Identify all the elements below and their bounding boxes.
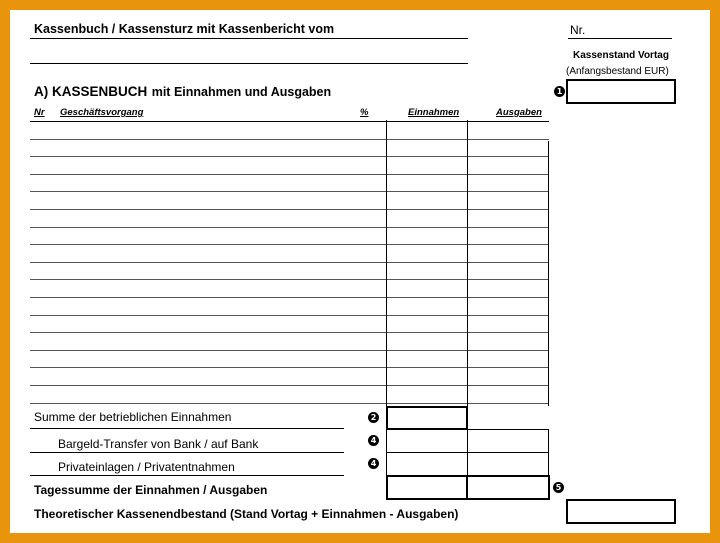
- table-row-line: [30, 332, 549, 333]
- privat-underline: [30, 475, 344, 476]
- table-row-line: [30, 139, 549, 140]
- table-row-line: [30, 315, 549, 316]
- summe-einnahmen-box[interactable]: [386, 406, 468, 430]
- theoretisch-label: Theoretischer Kassenendbestand (Stand Vortag + Einnahmen - Ausgaben): [34, 507, 459, 521]
- form-page: [10, 10, 710, 533]
- section-a-rest: mit Einnahmen und Ausgaben: [151, 85, 332, 99]
- nr-label: Nr.: [570, 23, 586, 37]
- privat-ausgaben-box[interactable]: [467, 452, 549, 476]
- divider-ausgaben: [548, 141, 549, 406]
- table-row-line: [30, 403, 549, 404]
- badge-1: 1: [554, 86, 565, 97]
- form-title: Kassenbuch / Kassensturz mit Kassenbericht vom: [34, 22, 335, 36]
- col-vorgang: Geschäftsvorgang: [60, 107, 144, 118]
- bargeld-label: Bargeld-Transfer von Bank / auf Bank: [58, 437, 259, 451]
- tagessumme-label: Tagessumme der Einnahmen / Ausgaben: [34, 483, 268, 497]
- table-row-line: [30, 385, 549, 386]
- table-row-line: [30, 244, 549, 245]
- title-underline: [30, 38, 468, 39]
- vortag-box[interactable]: [566, 79, 676, 104]
- table-row-line: [30, 209, 549, 210]
- col-ausgaben: Ausgaben: [496, 107, 542, 118]
- privat-label: Privateinlagen / Privatentnahmen: [58, 460, 235, 474]
- table-row-line: [30, 191, 549, 192]
- bargeld-einnahmen-box[interactable]: [386, 429, 468, 453]
- date-line[interactable]: [30, 63, 468, 64]
- nr-line[interactable]: [568, 38, 672, 39]
- table-row-line: [30, 262, 549, 263]
- table-row-line: [30, 367, 549, 368]
- bargeld-underline: [30, 452, 344, 453]
- col-einnahmen: Einnahmen: [408, 107, 460, 118]
- badge-5: 5: [553, 482, 564, 493]
- table-row-line: [30, 121, 549, 122]
- badge-2: 2: [368, 412, 379, 423]
- divider-percent: [386, 120, 387, 406]
- tagessumme-einnahmen-box[interactable]: [386, 475, 468, 500]
- kassenendbestand-box[interactable]: [566, 499, 676, 524]
- bargeld-ausgaben-box[interactable]: [467, 429, 549, 453]
- table-row-line: [30, 174, 549, 175]
- table-row-line: [30, 279, 549, 280]
- badge-4b: 4: [368, 458, 379, 469]
- col-percent: %: [360, 107, 369, 118]
- summe-label: Summe der betrieblichen Einnahmen: [34, 410, 232, 424]
- table-row-line: [30, 227, 549, 228]
- section-a-heading: [34, 83, 331, 101]
- col-nr: Nr: [34, 107, 45, 118]
- table-row-line: [30, 350, 549, 351]
- badge-4a: 4: [368, 435, 379, 446]
- privat-einnahmen-box[interactable]: [386, 452, 468, 476]
- table-row-line: [30, 297, 549, 298]
- section-a-bold: A) KASSENBUCH: [34, 84, 148, 99]
- table-row-line: [30, 156, 549, 157]
- tagessumme-ausgaben-box[interactable]: [466, 475, 550, 500]
- vortag-title: Kassenstand Vortag: [573, 50, 669, 61]
- vortag-subtitle: (Anfangsbestand EUR): [566, 66, 669, 77]
- divider-einnahmen: [467, 120, 468, 406]
- summe-underline: [30, 428, 344, 429]
